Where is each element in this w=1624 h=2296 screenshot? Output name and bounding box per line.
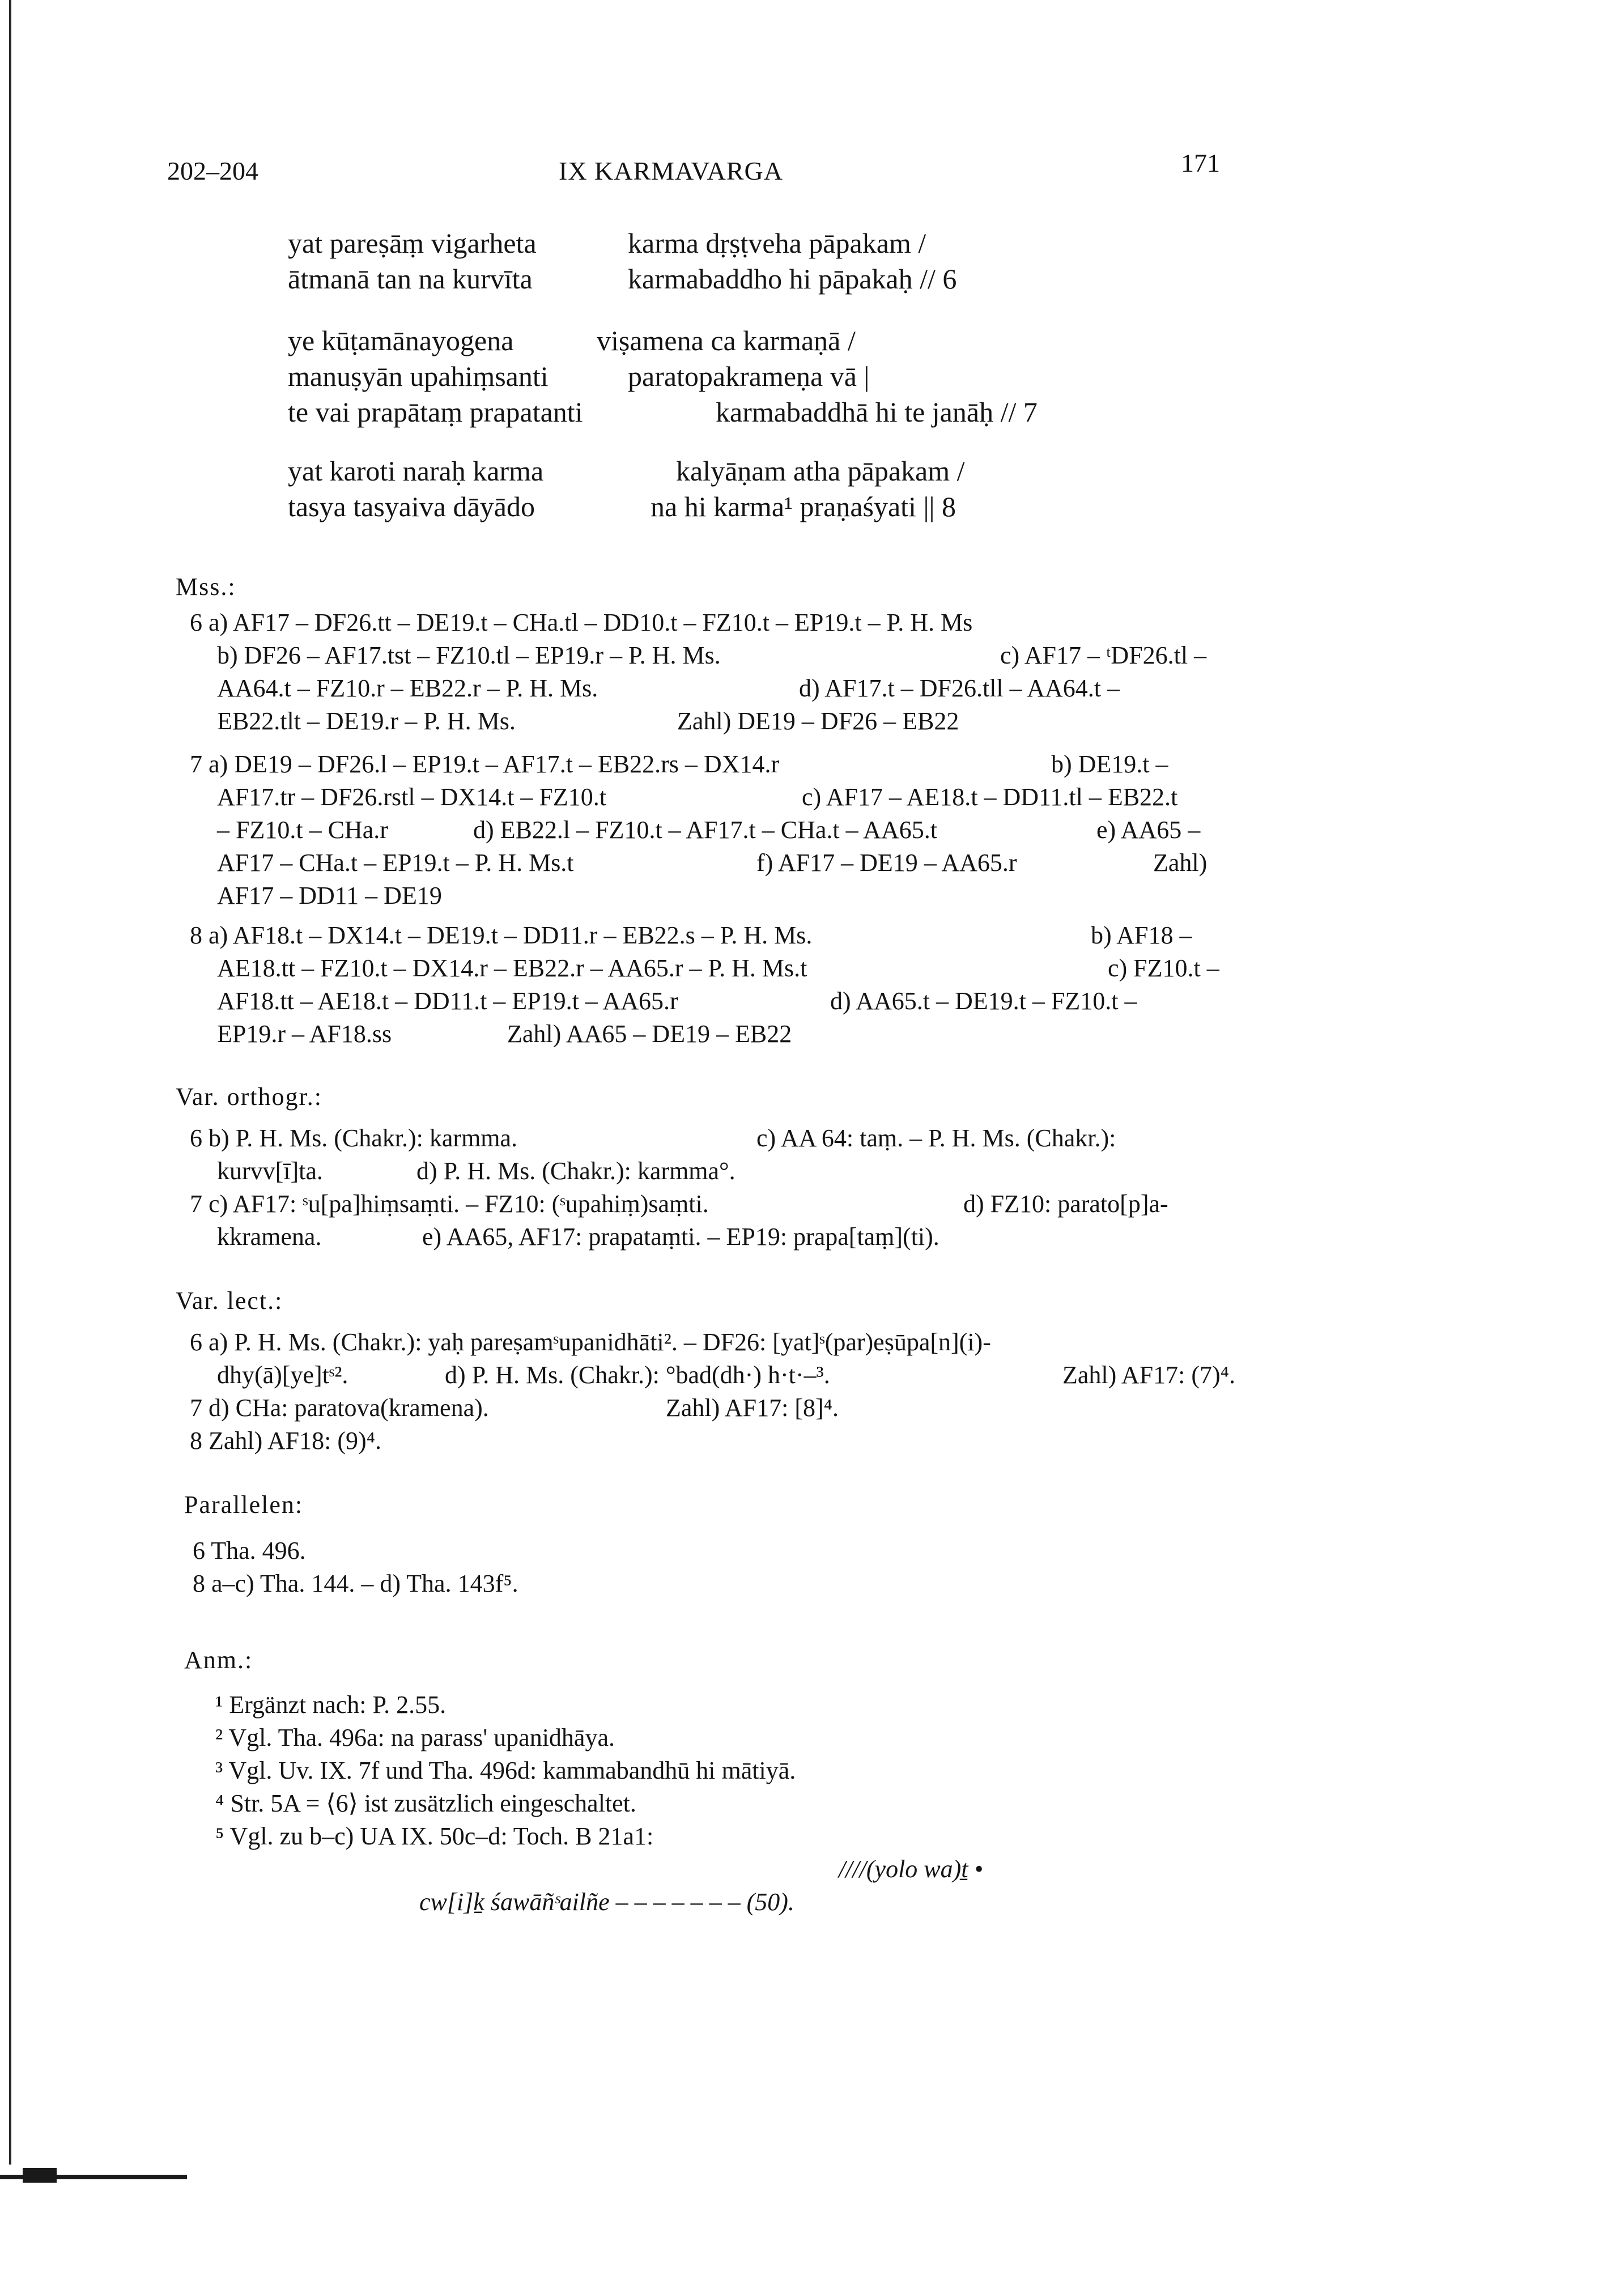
- chapter-title: IX KARMAVARGA: [559, 156, 783, 185]
- var-orthogr-entry: 6 b) P. H. Ms. (Chakr.): karmma.: [190, 1124, 518, 1152]
- verse-pada-c: tasya tasyaiva dāyādo: [288, 491, 535, 522]
- verse-pada-d: na hi karma¹ praṇaśyati || 8: [651, 491, 956, 522]
- var-lect-heading: Var. lect.:: [176, 1287, 283, 1315]
- var-orthogr-entry: e) AA65, AF17: prapataṃti. – EP19: prapa[taṃ](ti).: [422, 1223, 939, 1251]
- mss-entry: b) DF26 – AF17.tst – FZ10.tl – EP19.r – P. H. Ms.: [217, 641, 721, 669]
- mss-entry: – FZ10.t – CHa.r: [217, 816, 388, 844]
- footnote: ⁵ Vgl. zu b–c) UA IX. 50c–d: Toch. B 21a1:: [215, 1822, 654, 1850]
- mss-entry: d) AA65.t – DE19.t – FZ10.t –: [830, 987, 1137, 1015]
- var-orthogr-entry: kkramena.: [217, 1223, 322, 1251]
- mss-entry: c) FZ10.t –: [1108, 954, 1219, 982]
- verse-pada-b: karma dṛṣṭveha pāpakam /: [628, 227, 926, 259]
- anm-heading: Anm.:: [184, 1646, 253, 1674]
- footnote: ² Vgl. Tha. 496a: na parass' upanidhāya.: [215, 1724, 615, 1751]
- mss-entry: f) AF17 – DE19 – AA65.r: [756, 849, 1017, 877]
- mss-entry: e) AA65 –: [1096, 816, 1201, 844]
- var-lect-entry: 6 a) P. H. Ms. (Chakr.): yaḥ pareṣamˢupanidhāti². – DF26: [yat]ˢ(par)eṣūpa[n](i)-: [190, 1328, 991, 1356]
- mss-entry: AF17 – CHa.t – EP19.t – P. H. Ms.t: [217, 849, 574, 877]
- mss-entry: 6 a) AF17 – DF26.tt – DE19.t – CHa.tl – DD10.t – FZ10.t – EP19.t – P. H. Ms: [190, 609, 973, 636]
- mss-entry: Zahl) AA65 – DE19 – EB22: [507, 1020, 792, 1048]
- verse-pada-a: ye kūṭamānayogena: [288, 325, 514, 356]
- var-orthogr-entry: c) AA 64: taṃ. – P. H. Ms. (Chakr.):: [756, 1124, 1116, 1152]
- var-lect-entry: Zahl) AF17: [8]⁴.: [666, 1394, 839, 1422]
- verse-pada-a: yat pareṣāṃ vigarheta: [288, 227, 537, 259]
- parallel-entry: 6 Tha. 496.: [193, 1537, 306, 1564]
- verse-pada-c: ātmanā tan na kurvīta: [288, 263, 533, 295]
- mss-entry: AF17.tr – DF26.rstl – DX14.t – FZ10.t: [217, 783, 606, 811]
- mss-entry: d) EB22.l – FZ10.t – AF17.t – CHa.t – AA65.t: [473, 816, 937, 844]
- mss-entry: 7 a) DE19 – DF26.l – EP19.t – AF17.t – EB22.rs – DX14.r: [190, 750, 780, 778]
- var-orthogr-entry: d) P. H. Ms. (Chakr.): karmma°.: [416, 1157, 736, 1185]
- mss-entry: b) AF18 –: [1091, 921, 1192, 949]
- var-lect-entry: dhy(ā)[ye]tˢ².: [217, 1361, 348, 1389]
- verse-pada-a: yat karoti naraḥ karma: [288, 455, 544, 487]
- mss-entry: AE18.tt – FZ10.t – DX14.r – EB22.r – AA65.r – P. H. Ms.t: [217, 954, 807, 982]
- verse-pada-f: karmabaddhā hi te janāḥ // 7: [716, 396, 1038, 428]
- footnote: ³ Vgl. Uv. IX. 7f und Tha. 496d: kammabandhū hi mātiyā.: [215, 1757, 796, 1784]
- mss-entry: EP19.r – AF18.ss: [217, 1020, 392, 1048]
- mss-entry: c) AF17 – AE18.t – DD11.tl – EB22.t: [802, 783, 1178, 811]
- var-orthogr-heading: Var. orthogr.:: [176, 1083, 322, 1111]
- mss-entry: 8 a) AF18.t – DX14.t – DE19.t – DD11.r – EB22.s – P. H. Ms.: [190, 921, 813, 949]
- verse-pada-b: kalyāṇam atha pāpakam /: [676, 455, 965, 487]
- var-lect-entry: d) P. H. Ms. (Chakr.): °bad(dh·) h·t·–³.: [445, 1361, 830, 1389]
- var-orthogr-entry: kurvv[ī]ta.: [217, 1157, 323, 1185]
- tocharian-fragment-line: ////(yolo wa)ṯ •: [839, 1855, 983, 1883]
- mss-entry: EB22.tlt – DE19.r – P. H. Ms.: [217, 707, 516, 735]
- verse-pada-d: karmabaddho hi pāpakaḥ // 6: [628, 263, 957, 295]
- var-lect-entry: Zahl) AF17: (7)⁴.: [1062, 1361, 1235, 1389]
- mss-entry: b) DE19.t –: [1051, 750, 1168, 778]
- verse-pada-c: manuṣyān upahiṃsanti: [288, 360, 549, 392]
- mss-entry: AF17 – DD11 – DE19: [217, 882, 442, 909]
- verse-pada-e: te vai prapātaṃ prapatanti: [288, 396, 583, 428]
- var-orthogr-entry: d) FZ10: parato[p]a-: [963, 1190, 1168, 1218]
- mss-heading: Mss.:: [176, 573, 236, 601]
- var-orthogr-entry: 7 c) AF17: ˢu[pa]hiṃsaṃti. – FZ10: (ˢupahiṃ)saṃti.: [190, 1190, 709, 1218]
- scan-edge-blot: [23, 2168, 57, 2183]
- verse-pada-d: paratopakrameṇa vā |: [628, 360, 870, 392]
- page-number: 171: [1181, 148, 1220, 177]
- mss-entry: d) AF17.t – DF26.tll – AA64.t –: [799, 674, 1120, 702]
- tocharian-fragment-line: cw[i]ḵ śawāñˢailñe – – – – – – – (50).: [419, 1888, 794, 1916]
- mss-entry: c) AF17 – ᵗDF26.tl –: [1000, 641, 1207, 669]
- mss-entry: AF18.tt – AE18.t – DD11.t – EP19.t – AA65.r: [217, 987, 678, 1015]
- footnote: ⁴ Str. 5A = ⟨6⟩ ist zusätzlich eingeschaltet.: [215, 1789, 636, 1817]
- scan-edge-line: [9, 0, 11, 2165]
- mss-entry: Zahl): [1153, 849, 1208, 877]
- verse-pada-b: viṣamena ca karmaṇā /: [597, 325, 856, 356]
- var-lect-entry: 7 d) CHa: paratova(kramena).: [190, 1394, 489, 1422]
- page-range: 202–204: [167, 156, 258, 185]
- parallelen-heading: Parallelen:: [184, 1491, 304, 1519]
- var-lect-entry: 8 Zahl) AF18: (9)⁴.: [190, 1427, 381, 1455]
- footnote: ¹ Ergänzt nach: P. 2.55.: [215, 1691, 447, 1719]
- parallel-entry: 8 a–c) Tha. 144. – d) Tha. 143f⁵.: [193, 1570, 518, 1597]
- mss-entry: AA64.t – FZ10.r – EB22.r – P. H. Ms.: [217, 674, 598, 702]
- mss-entry: Zahl) DE19 – DF26 – EB22: [677, 707, 959, 735]
